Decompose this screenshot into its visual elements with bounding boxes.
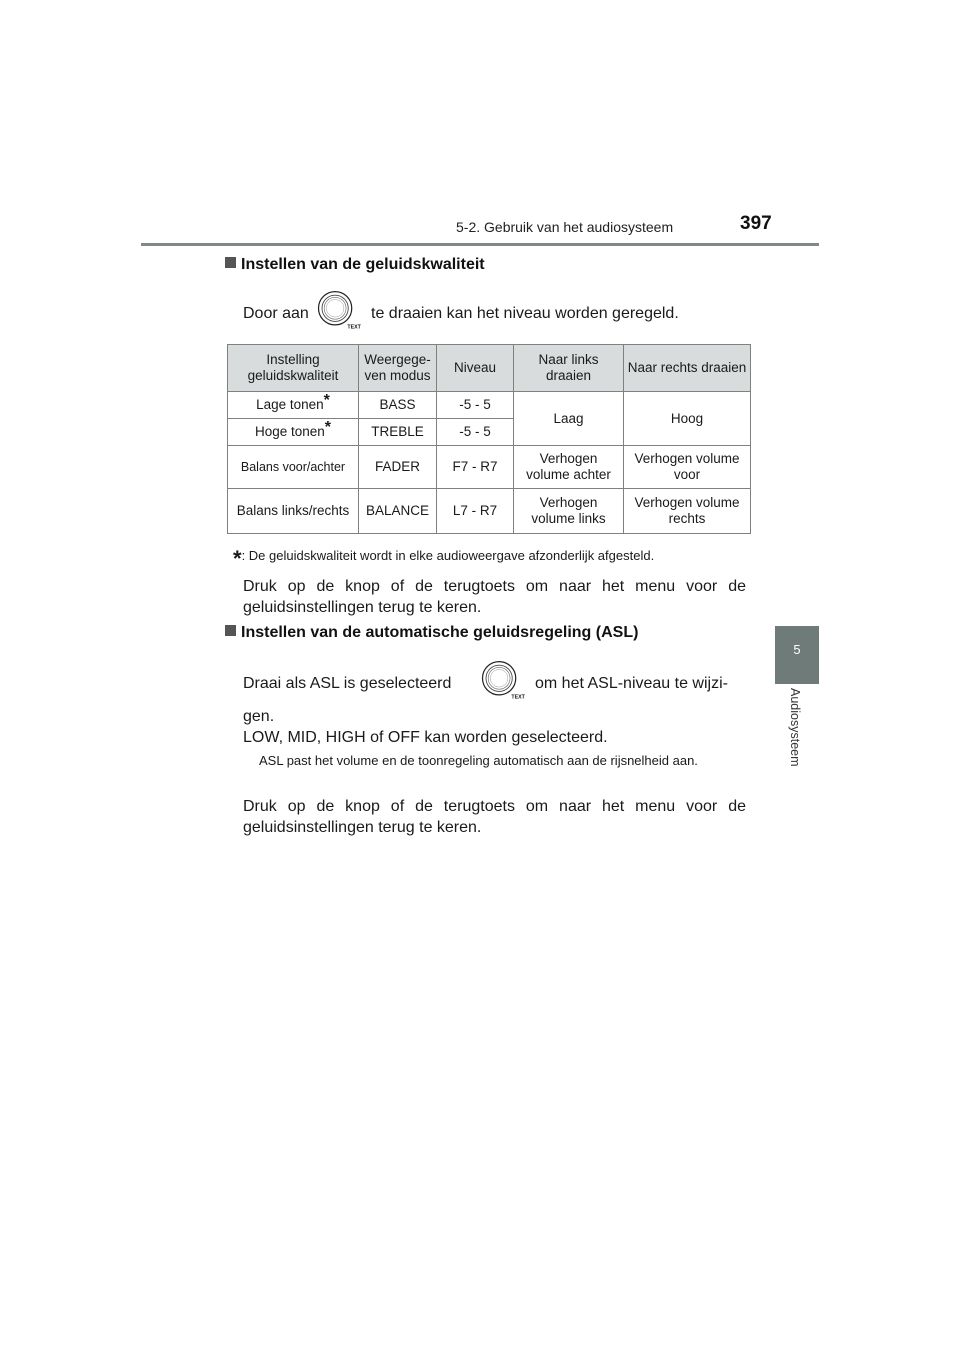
asl-text-before: Draai als ASL is geselecteerd [243, 675, 452, 692]
cell-mode: BASS [359, 392, 437, 419]
cell-turn-left: Verhogen volume links [514, 489, 624, 534]
cell-turn-right: Verhogen volume rechts [624, 489, 751, 534]
cell-setting: Balans links/rechts [228, 489, 359, 534]
tune-knob-icon [479, 659, 525, 706]
header-turn-left: Naar links draaien [514, 345, 624, 392]
table-row [228, 489, 751, 534]
section-heading-sound-quality [225, 256, 485, 274]
table-row [228, 392, 751, 419]
cell-mode: TREBLE [359, 419, 437, 446]
footnote-star: * [323, 392, 330, 409]
return-instruction-1: Druk op de knop of de terugtoets om naar het menu voor de geluidsinstellingen terug te keren. [243, 578, 746, 616]
chapter-number: 5 [793, 642, 801, 657]
cell-turn-right-merged: Hoog [624, 392, 751, 446]
asl-text-continued: gen. [243, 708, 275, 725]
page-number: 397 [740, 213, 772, 234]
square-bullet-icon [225, 257, 236, 268]
header-level: Niveau [437, 345, 514, 392]
cell-setting [228, 419, 359, 446]
tune-knob-icon [315, 289, 361, 336]
asl-options-text: LOW, MID, HIGH of OFF kan worden geselecteerd. [243, 729, 608, 746]
asl-note: ASL past het volume en de toonregeling automatisch aan de rijsnelheid aan. [259, 753, 698, 768]
knob-icon-label: TEXT [347, 324, 361, 331]
chapter-label: Audiosysteem [788, 688, 802, 767]
cell-turn-left: Verhogen volume achter [514, 446, 624, 489]
knob-text-before: Door aan [243, 305, 309, 322]
table-row [228, 446, 751, 489]
cell-level: F7 - R7 [437, 446, 514, 489]
header-rule [141, 243, 819, 246]
table-header-row [228, 345, 751, 392]
cell-level: -5 - 5 [437, 392, 514, 419]
section-heading-asl [225, 624, 638, 642]
setting-label: Lage tonen [256, 397, 324, 412]
cell-level: L7 - R7 [437, 489, 514, 534]
sound-settings-table [227, 344, 751, 534]
header-mode: Weergege-ven modus [359, 345, 437, 392]
footnote-mark: * [233, 546, 242, 571]
header-turn-right: Naar rechts draaien [624, 345, 751, 392]
section-title: 5-2. Gebruik van het audiosysteem [456, 219, 674, 235]
cell-mode: BALANCE [359, 489, 437, 534]
knob-icon-label: TEXT [511, 694, 525, 701]
knob-text-after: te draaien kan het niveau worden geregeld. [371, 305, 679, 322]
cell-turn-right: Verhogen volume voor [624, 446, 751, 489]
heading-text: Instellen van de geluidskwaliteit [241, 256, 485, 273]
heading-text: Instellen van de automatische geluidsregeling (ASL) [241, 624, 639, 641]
setting-label: Hoge tonen [254, 424, 325, 439]
return-instruction-2: Druk op de knop of de terugtoets om naar het menu voor de geluidsinstellingen terug te keren. [243, 798, 746, 836]
cell-turn-left-merged: Laag [514, 392, 624, 446]
cell-setting [228, 392, 359, 419]
cell-level: -5 - 5 [437, 419, 514, 446]
table-footnote [233, 546, 654, 572]
square-bullet-icon [225, 625, 236, 636]
footnote-text: : De geluidskwaliteit wordt in elke audioweergave afzonderlijk afgesteld. [241, 548, 655, 563]
asl-text-after: om het ASL-niveau te wijzi- [535, 675, 728, 692]
cell-mode: FADER [359, 446, 437, 489]
cell-setting: Balans voor/achter [228, 446, 359, 489]
header-setting: Instelling geluidskwaliteit [228, 345, 359, 392]
footnote-star: * [324, 419, 332, 436]
